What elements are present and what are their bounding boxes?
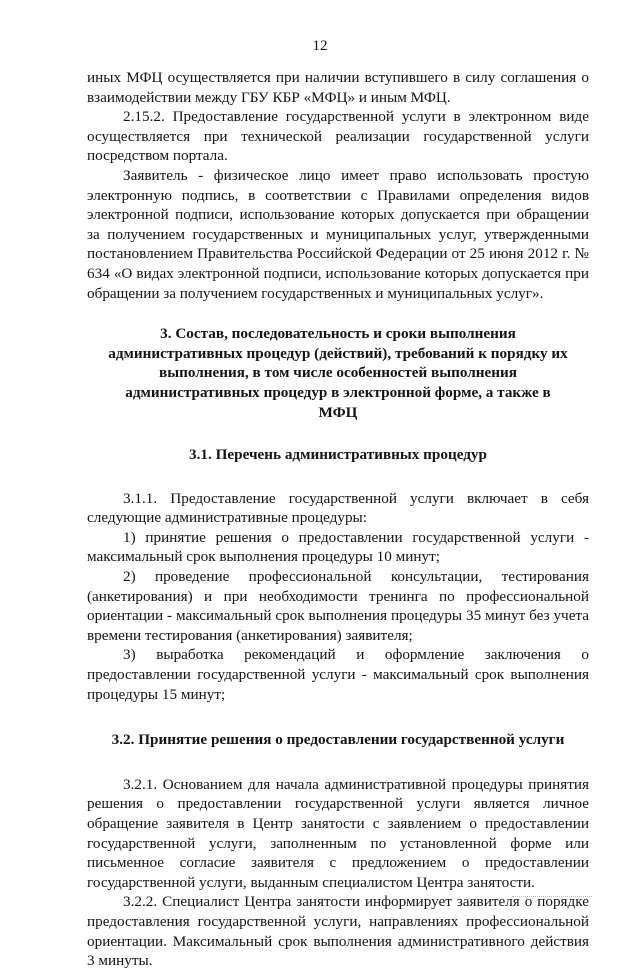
section-3-heading: 3. Состав, последовательность и сроки выполнения административных процедур (действий), требований к порядку их выполнения, в том числе особенностей выполнения административных процедур в электронной форме, а также в МФЦ: [108, 325, 568, 421]
section-3-2-heading: 3.2. Принятие решения о предоставлении государственной услуги: [111, 731, 565, 749]
paragraph: Заявитель - физическое лицо имеет право использовать простую электронную подпись, в соответствии с Правилами определения видов электронной подписи, использование которых допускается при обращении за получением государственных и муниципальных услуг, утвержденными постановлением Правительства Российской Федерации от 25 июня 2012 г. № 634 «О видах электронной подписи, использование которых допускается при обращении за получением государственных и муниципальных услуг».: [87, 166, 589, 302]
paragraph: 2.15.2. Предоставление государственной услуги в электронном виде осуществляется при технической реализации государственной услуги посредством портала.: [87, 108, 589, 165]
paragraph: 3.2.1. Основанием для начала административной процедуры принятия решения о предоставлении государственной услуги является личное обращение заявителя в Центр занятости с заявлением о предоставлении государственной услуги, заполненным по установленной форме или письменное согласие заявителя с предложением о предоставлении государственной услуги, выданным специалистом Центра занятости.: [87, 775, 589, 891]
list-item: 1) принятие решения о предоставлении государственной услуги - максимальный срок выполнения процедуры 10 минут;: [87, 528, 589, 566]
scan-footer-mark: [512, 896, 592, 897]
section-3-1-heading: 3.1. Перечень административных процедур: [189, 446, 487, 464]
paragraph: иных МФЦ осуществляется при наличии вступившего в силу соглашения о взаимодействии между ГБУ КБР «МФЦ» и иным МФЦ.: [87, 69, 589, 106]
document-body: [87, 68, 589, 971]
list-item: 3) выработка рекомендаций и оформление заключения о предоставлении государственной услуги - максимальный срок выполнения процедуры 15 минут;: [87, 646, 589, 703]
paragraph: 3.1.1. Предоставление государственной услуги включает в себя следующие административные процедуры:: [87, 489, 589, 527]
page-number: 12: [312, 38, 328, 54]
list-item: 2) проведение профессиональной консультации, тестирования (анкетирования) и при необходимости тренинга по профессиональной ориентации - максимальный срок выполнения процедуры 35 минут без учета времени тестирования (анкетирования) заявителя;: [87, 568, 589, 644]
paragraph: 3.2.2. Специалист Центра занятости информирует заявителя о порядке предоставления государственной услуги, направлениях профессиональной ориентации. Максимальный срок выполнения административного действия 3 минуты.: [87, 893, 589, 970]
